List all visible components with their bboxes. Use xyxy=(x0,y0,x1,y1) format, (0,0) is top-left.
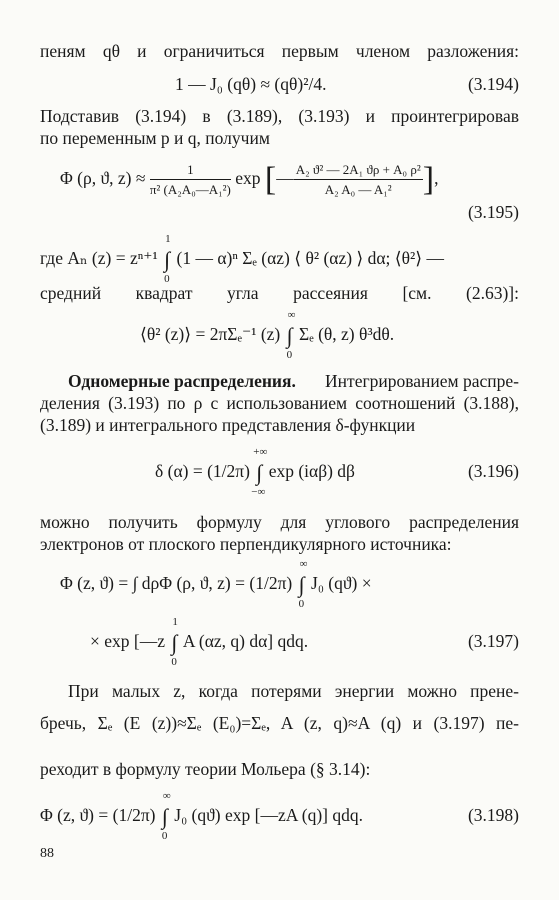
equation-rhs: Σₑ (θ, z) θ³dθ. xyxy=(299,324,395,344)
equation-number: (3.197) xyxy=(467,631,519,651)
integral-sign: ∫ ∞ 0 xyxy=(161,789,171,842)
text-line: можно получить формулу для углового распределения xyxy=(40,512,519,532)
equation-expression xyxy=(90,615,309,668)
equation-expression: Φ (ρ, ϑ, z) ≈ $\frac{1}{\text{π² (A₂A₀—A₁²)}}$ exp [— $\frac{\text{A₂ ϑ² — 2A₁ ϑρ + A₀ ρ²}}{\text{A₂ A₀ — A₁²}}$ ], xyxy=(60,161,439,198)
equation-theta2 xyxy=(40,308,519,361)
text-line: При малых z, когда потерями энергии можно прене- xyxy=(68,681,519,701)
fraction-denominator: π² (A₂A₀—A₁²) xyxy=(149,182,231,197)
fraction xyxy=(294,162,423,198)
equation-3-194 xyxy=(40,72,519,96)
integral-lower: 0 xyxy=(164,272,170,285)
fraction xyxy=(150,162,231,198)
equation-rhs: exp (iαβ) dβ xyxy=(268,461,355,481)
integral-upper: ∞ xyxy=(299,557,308,570)
text-line: средний квадрат угла рассеяния [см. (2.63)]: xyxy=(40,283,519,303)
section-title: Одномерные распределения. xyxy=(68,371,296,391)
equation-lhs: Φ (z, ϑ) = ∫ dρΦ (ρ, ϑ, z) = (1/2π) xyxy=(60,573,293,593)
integral-upper: ∞ xyxy=(287,308,296,321)
equation-3-197-line2 xyxy=(40,615,519,668)
equation-number: (3.196) xyxy=(467,461,519,481)
text-line: бречь, Σₑ (E (z))≈Σₑ (E₀)=Σₑ, A (z, q)≈A (q) и (3.197) пе- xyxy=(40,713,519,733)
integral-upper: 1 xyxy=(165,232,171,245)
equation-number: (3.198) xyxy=(467,805,519,825)
equation-lhs: Φ (ρ, ϑ, z) ≈ xyxy=(60,168,146,189)
integral-sign: ∫ ∞ 0 xyxy=(286,308,296,361)
equation-3-197-line1 xyxy=(40,557,519,610)
equation-expression: 1 — J₀ (qθ) ≈ (qθ)²/4. xyxy=(175,74,327,94)
integral-lower: 0 xyxy=(161,829,168,842)
where-body: (1 — α)ⁿ Σₑ (αz) ⟨ θ² (αz) ⟩ dα; ⟨θ²⟩ — xyxy=(176,248,444,268)
text-line: (3.189) и интегрального представления δ-функции xyxy=(40,415,416,435)
integral-lower: −∞ xyxy=(251,485,266,498)
integral-lower: 0 xyxy=(286,348,293,361)
equation-number: (3.195) xyxy=(467,202,519,222)
fraction-numerator: 1 xyxy=(150,162,231,180)
equation-expression xyxy=(40,789,364,842)
equation-lhs: δ (α) = (1/2π) xyxy=(155,461,250,481)
fraction-denominator: A₂ A₀ — A₁² xyxy=(324,182,392,197)
integral-sign: ∫ 1 0 xyxy=(171,615,178,668)
equation-rhs: J₀ (qϑ) × xyxy=(311,573,372,593)
equation-number: (3.194) xyxy=(467,74,519,94)
integral-lower: 0 xyxy=(298,597,305,610)
integral-sign: ∫ +∞ −∞ xyxy=(251,445,268,498)
integral-sign: ∫ 1 0 xyxy=(164,232,171,285)
integral-upper: 1 xyxy=(172,615,178,628)
equation-3-195 xyxy=(40,158,519,198)
equation-lhs: × exp [—z xyxy=(90,631,165,651)
equation-lhs: Φ (z, ϑ) = (1/2π) xyxy=(40,805,156,825)
where-lead: где Aₙ (z) = zⁿ⁺¹ xyxy=(40,248,158,268)
exp-function: exp xyxy=(235,168,261,189)
section-text: Интегрированием распре- xyxy=(325,371,519,391)
equation-3-198 xyxy=(40,789,519,842)
equation-lhs: ⟨θ² (z)⟩ = 2πΣₑ⁻¹ (z) xyxy=(140,324,281,344)
text-line: реходит в формулу теории Мольера (§ 3.14): xyxy=(40,759,371,779)
integral-lower: 0 xyxy=(171,655,177,668)
integral-sign: ∫ ∞ 0 xyxy=(298,557,308,610)
text-line: по переменным p и q, получим xyxy=(40,128,270,148)
integral-upper: +∞ xyxy=(253,445,268,458)
close-bracket: ] xyxy=(422,161,435,198)
equation-3-196 xyxy=(40,445,519,498)
text-line: деления (3.193) по ρ с использованием соотношений (3.188), xyxy=(40,393,519,413)
text-line: Подставив (3.194) в (3.189), (3.193) и проинтегрировав xyxy=(40,106,519,126)
page-number: 88 xyxy=(40,846,54,861)
equation-rhs: J₀ (qϑ) exp [—zA (q)] qdq. xyxy=(174,805,364,825)
equation-expression xyxy=(60,557,372,610)
text-line: пеням qθ и ограничиться первым членом разложения: xyxy=(40,41,519,61)
text-line: электронов от плоского перпендикулярного источника: xyxy=(40,534,452,554)
equation-expression xyxy=(140,308,395,361)
section-heading-line xyxy=(40,370,519,392)
equation-rhs: A (αz, q) dα] qdq. xyxy=(182,631,309,651)
equation-expression xyxy=(155,445,355,498)
fraction-numerator: A₂ ϑ² — 2A₁ ϑρ + A₀ ρ² xyxy=(294,162,423,180)
open-bracket: [ xyxy=(264,161,277,198)
integral-upper: ∞ xyxy=(162,789,171,802)
text-line xyxy=(40,232,519,285)
